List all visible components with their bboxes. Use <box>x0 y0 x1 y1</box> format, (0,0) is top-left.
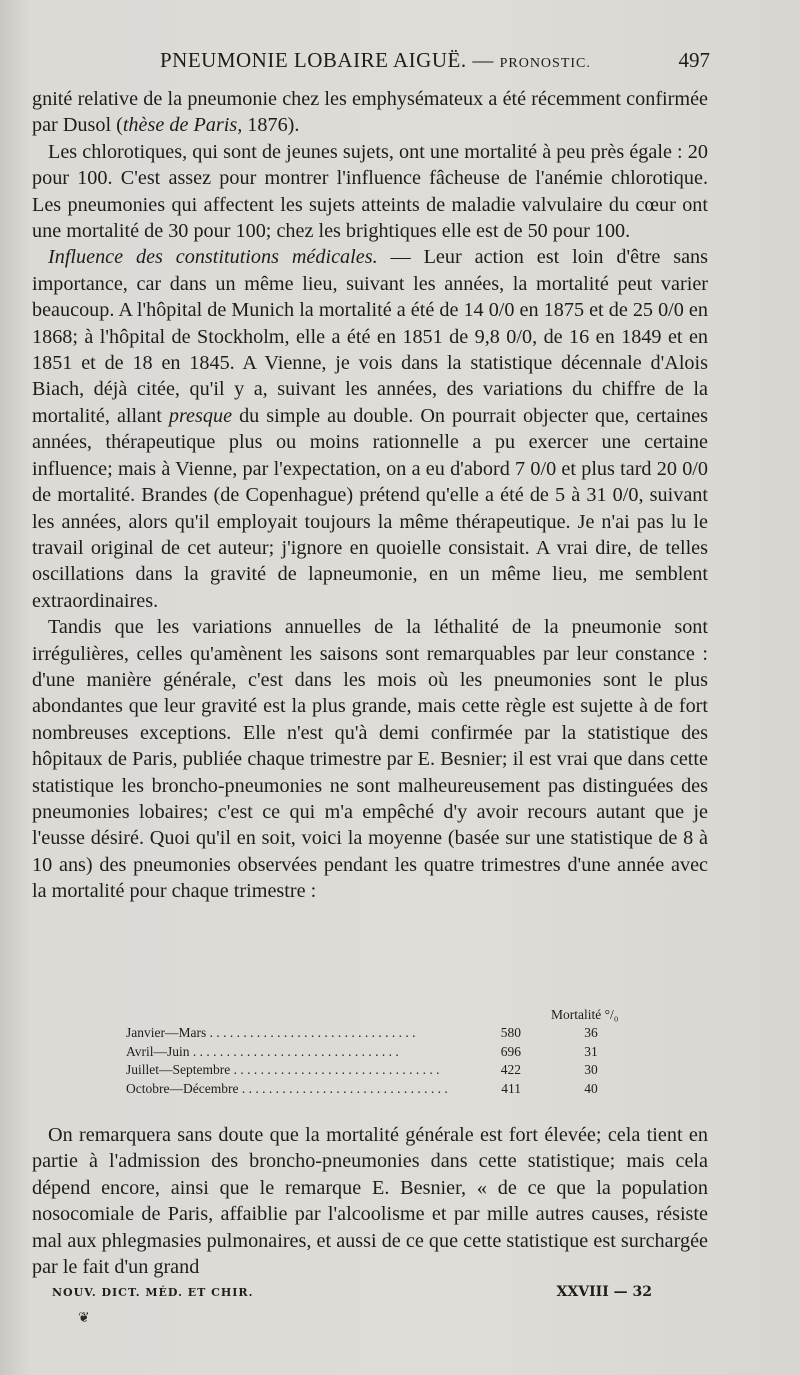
mortality-value: 36 <box>584 1025 598 1040</box>
period-label <box>126 1043 471 1061</box>
running-title-main: PNEUMONIE LOBAIRE AIGUË. <box>160 48 467 72</box>
period-text: Janvier—Mars <box>126 1025 207 1040</box>
footer-signature: NOUV. DICT. MÉD. ET CHIR. <box>52 1286 254 1299</box>
observed-count: 580 <box>500 1025 521 1040</box>
observed-count: 422 <box>500 1062 521 1077</box>
period-label <box>126 1061 471 1079</box>
footer-volume-sheet: XXVIII — 32 <box>556 1284 652 1300</box>
leader-dots: . . . . . . . . . . . . . . . . . . . . . . . . . . . . . . . <box>206 1025 416 1040</box>
paragraph <box>32 1122 708 1280</box>
italic-text: Influence des constitutions médicales. <box>48 246 378 269</box>
mortality-value: 40 <box>584 1080 598 1096</box>
paragraph <box>32 244 708 614</box>
table-row <box>126 1080 646 1099</box>
page-footer <box>0 1284 800 1308</box>
mortality-table <box>126 1004 646 1098</box>
paragraph <box>32 139 708 245</box>
running-title <box>160 48 591 73</box>
mortality-table-header <box>126 1004 646 1024</box>
observed-count: 696 <box>500 1043 521 1059</box>
period-label <box>126 1024 471 1042</box>
table-row <box>126 1061 646 1080</box>
table-row <box>126 1043 646 1062</box>
mortality-column-header: Mortalité °/₀ <box>551 1007 619 1022</box>
period-text: Octobre—Décembre <box>126 1080 239 1096</box>
body-text <box>32 86 708 905</box>
period-text: Avril—Juin <box>126 1043 190 1059</box>
period-text: Juillet—Septembre <box>126 1062 231 1077</box>
period-label <box>126 1080 471 1098</box>
mortality-value: 30 <box>584 1062 598 1077</box>
italic-text: presque <box>168 404 233 427</box>
text-run: — Leur action est loin d'être sans importance, car dans un même lieu, suivant les années, la mortalité peut varier beaucoup. A l'hôpital de Munich la mortalité a été de 14 0/0 en 1875 et de 25 0/0 en 1868; à l'hôpital de Stockholm, elle a été en 1851 de 9,8 0/0, de 16 en 1849 et en 1851 et de 18 en 1845. A Vienne, je vois dans la statistique décennale d'Alois Biach, déjà citée, qu'il y a, suivant les années, des variations du chiffre de la mortalité, allant <box>32 246 709 427</box>
italic-text: thèse de Paris, <box>122 114 243 137</box>
text-run: 1876). <box>242 114 300 137</box>
leader-dots: . . . . . . . . . . . . . . . . . . . . . . . . . . . . . . . <box>230 1062 440 1077</box>
running-head <box>0 48 800 78</box>
mortality-table-rows <box>126 1024 646 1098</box>
running-title-section: PRONOSTIC. <box>499 56 591 71</box>
paragraph <box>32 614 708 904</box>
running-title-dash: — <box>472 48 494 72</box>
leader-dots: . . . . . . . . . . . . . . . . . . . . . . . . . . . . . . . <box>238 1080 448 1096</box>
printer-mark: ❦ <box>78 1310 90 1326</box>
text-run: Tandis que les variations annuelles de la léthalité de la pneumonie sont irrégulières, celles qu'amènent les saisons sont remarquables par leur constance : d'une manière générale, c'est dans les mois où les pneumonies sont le plus abondantes que leur gravité est la plus grande, mais cette règle est sujette à de fort nombreuses exceptions. Elle n'est qu'à demi confirmée par la statistique des hôpitaux de Paris, publiée chaque trimestre par E. Besnier; il est vrai que dans cette statistique les broncho-pneumonies ne sont malheureusement pas distinguées des pneumonies lobaires; c'est ce qui m'a empêché d'y avoir recours autant que je l'eusse désiré. Quoi qu'il en soit, voici la moyenne (basée sur une statistique de 8 à 10 ans) des pneumonies observées pendant les quatre trimestres d'une année avec la mortalité pour chaque trimestre : <box>32 616 708 903</box>
text-run: gnité relative de la pneumonie chez les emphysémateux a été récemment confirmée par Dusol ( <box>32 88 708 137</box>
text-run: Les chlorotiques, qui sont de jeunes sujets, ont une mortalité à peu près égale : 20 pour 100. C'est assez pour montrer l'influence fâcheuse de l'anémie chlorotique. Les pneumonies qui affectent les sujets atteints de maladie valvulaire du cœur ont une mortalité de 30 pour 100; chez les brightiques elle est de 50 pour 100. <box>32 140 708 243</box>
table-row <box>126 1024 646 1043</box>
body-text-after <box>32 1122 708 1280</box>
text-run: On remarquera sans doute que la mortalité générale est fort élevée; cela tient en partie à l'admission des broncho-pneumonies dans cette statistique; mais cela dépend encore, ainsi que le remarque E. Besnier, « de ce que la population nosocomiale de Paris, affaiblie par l'alcoolisme et par mille autres causes, résiste mal aux phlegmasies pulmonaires, et aussi de ce que cette statistique est surchargée par le fait d'un grand <box>32 1124 708 1279</box>
page-number: 497 <box>678 48 710 72</box>
leader-dots: . . . . . . . . . . . . . . . . . . . . . . . . . . . . . . . <box>189 1043 399 1059</box>
paragraph <box>32 86 708 139</box>
text-run: du simple au double. On pourrait objecter que, certaines années, thérapeutique plus ou moins rationnelle a pu exercer une certaine influence; mais à Vienne, par l'expectation, on a eu d'abord 7 0/0 et plus tard 20 0/0 de mortalité. Brandes (de Copenhague) prétend qu'elle a été de 5 à 31 0/0, suivant les années, alors qu'il employait toujours la même thérapeutique. Je n'ai pas lu le travail original de cet auteur; j'ignore en quoielle consistait. A vrai dire, de telles oscillations dans la gravité de lapneumonie, en un même lieu, me semblent extraordinaires. <box>32 404 708 612</box>
mortality-value: 31 <box>584 1043 598 1059</box>
observed-count: 411 <box>501 1080 521 1096</box>
